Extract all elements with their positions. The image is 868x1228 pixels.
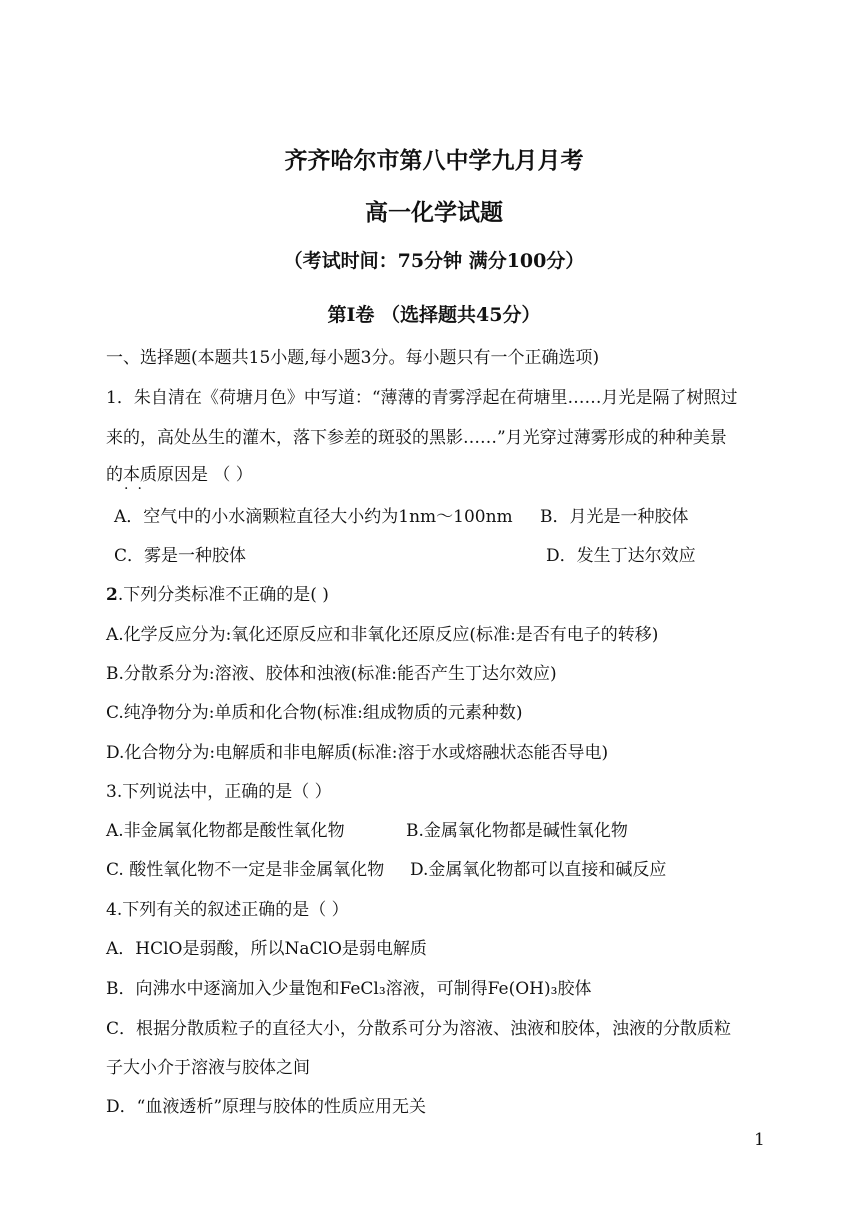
exam-subject: 高一化学试题 — [365, 199, 503, 226]
question-3-option-a: A.非金属氧化物都是酸性氧化物 — [106, 821, 345, 841]
part-heading: 一、选择题(本题共15小题,每小题3分。每小题只有一个正确选项) — [106, 348, 600, 368]
section-title: 第I卷 （选择题共45分） — [327, 304, 541, 326]
question-1-option-a: A．空气中的小水滴颗粒直径大小约为1nm～100nm — [114, 507, 513, 527]
question-2-option-c: C.纯净物分为:单质和化合物(标准:组成物质的元素种数) — [106, 703, 523, 723]
question-4-stem: 4.下列有关的叙述正确的是（ ） — [106, 900, 349, 920]
exam-title: 齐齐哈尔市第八中学九月月考 — [284, 147, 584, 174]
question-1-line-2: 来的，高处丛生的灌木，落下参差的斑驳的黑影……”月光穿过薄雾形成的种种美景 — [106, 428, 727, 448]
question-3-option-c: C. 酸性氧化物不一定是非金属氧化物 — [106, 860, 385, 880]
question-2-number: 2 — [106, 585, 118, 605]
question-2-option-a: A.化学反应分为:氧化还原反应和非氧化还原反应(标准:是否有电子的转移) — [106, 625, 659, 645]
question-4-option-b: B．向沸水中逐滴加入少量饱和FeCl₃溶液，可制得Fe(OH)₃胶体 — [106, 979, 592, 999]
question-1-option-c: C．雾是一种胶体 — [114, 546, 247, 566]
question-2-option-b: B.分散系分为:溶液、胶体和浊液(标准:能否产生丁达尔效应) — [106, 664, 557, 684]
question-3-option-b: B.金属氧化物都是碱性氧化物 — [406, 821, 628, 841]
question-3-option-d: D.金属氧化物都可以直接和碱反应 — [410, 860, 667, 880]
question-3-stem: 3.下列说法中，正确的是（ ） — [106, 782, 332, 802]
exam-info: （考试时间：75分钟 满分100分） — [283, 250, 585, 272]
question-4-option-c-line-1: C．根据分散质粒子的直径大小，分散系可分为溶液、浊液和胶体，浊液的分散质粒 — [106, 1019, 732, 1039]
page-number: 1 — [754, 1130, 765, 1150]
question-4-option-c-line-2: 子大小介于溶液与胶体之间 — [106, 1058, 310, 1078]
question-2-option-d: D.化合物分为:电解质和非电解质(标准:溶于水或熔融状态能否导电) — [106, 743, 609, 763]
question-4-option-a: A．HClO是弱酸，所以NaClO是弱电解质 — [106, 939, 427, 959]
question-2-stem — [106, 584, 329, 606]
question-1-line-1: 1．朱自清在《荷塘月色》中写道：“薄薄的青雾浮起在荷塘里……月光是隔了树照过 — [106, 388, 738, 408]
question-1-option-b: B．月光是一种胶体 — [540, 507, 689, 527]
emphasis-dots: ·· — [124, 481, 151, 497]
question-1-line-3: 的本质原因是 （ ） — [106, 465, 253, 485]
question-2-text: .下列分类标准不正确的是( ) — [117, 585, 329, 605]
question-4-option-d: D．“血液透析”原理与胶体的性质应用无关 — [106, 1097, 427, 1117]
question-1-option-d: D．发生丁达尔效应 — [546, 546, 696, 566]
